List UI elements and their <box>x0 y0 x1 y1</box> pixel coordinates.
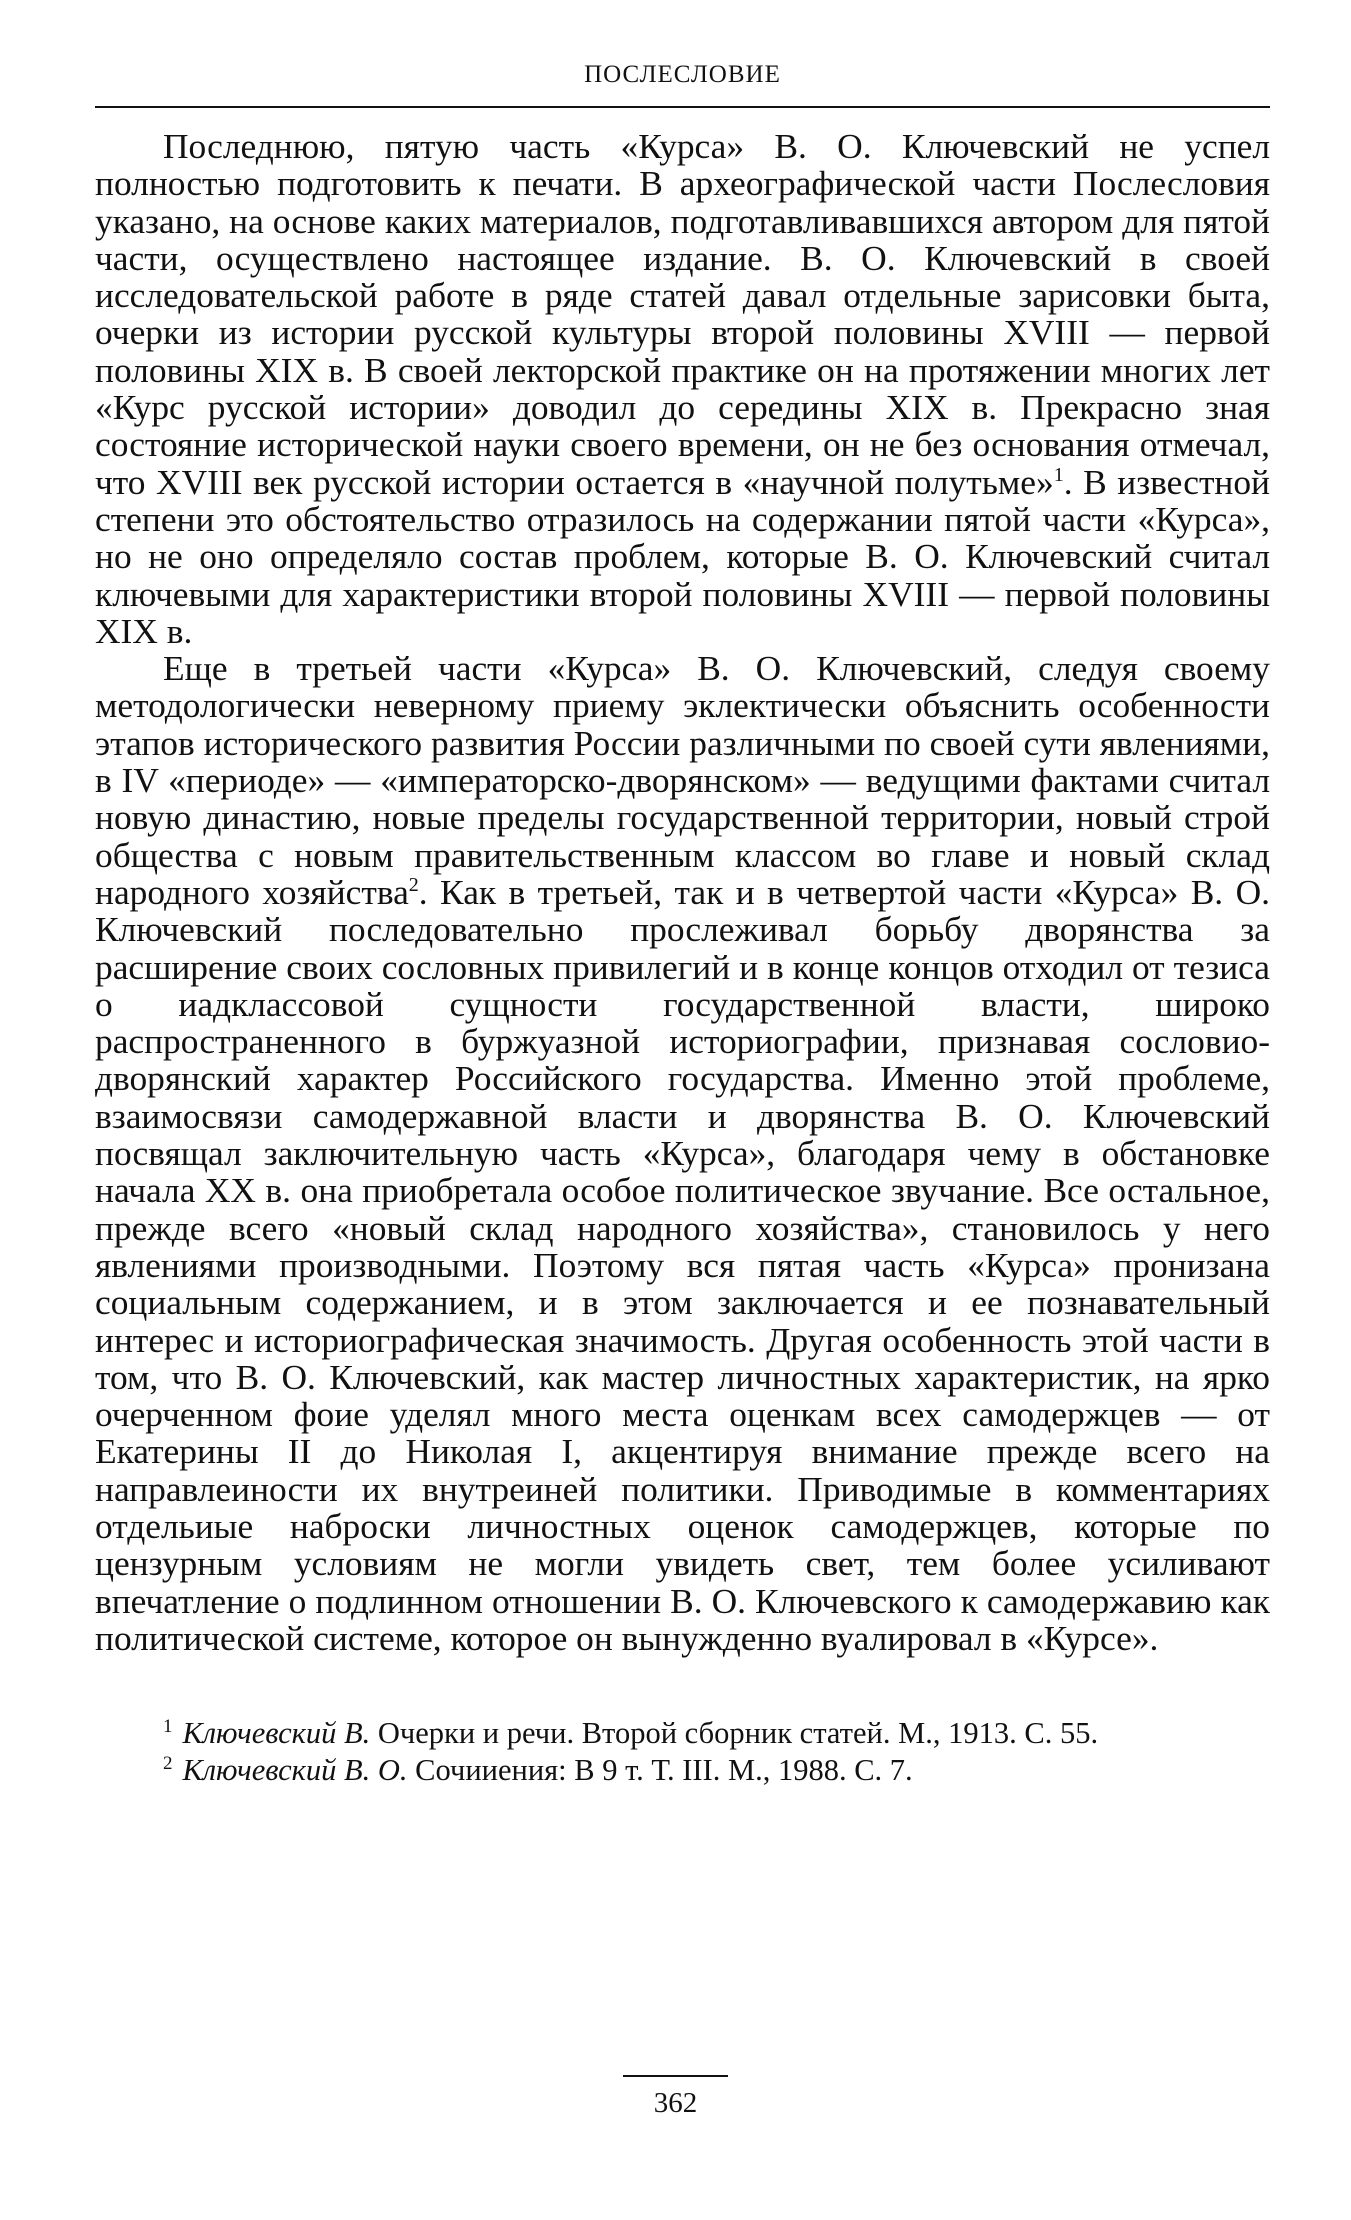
footnote-1-number: 1 <box>163 1716 173 1738</box>
footnote-1 <box>95 1715 1270 1752</box>
footnote-2-number: 2 <box>163 1753 173 1775</box>
footnote-1-text: Очерки и речи. Второй сборник статей. М., 1913. С. 55. <box>377 1716 1099 1751</box>
running-head: ПОСЛЕСЛОВИЕ <box>584 61 781 88</box>
paragraph-2 <box>95 650 1270 1657</box>
paragraph-1-text: Последнюю, пятую часть «Курса» В. О. Ключевский не успел полностью подготовить к печати. В археографической части Послесловия указано, на основе каких материалов, подготавливавшихся автором для пятой части, осуществлено настоящее издание. В. О. Ключевский в своей исследовательской работе в ряде статей давал отдельные зарисовки быта, очерки из истории русской культуры второй половины XVIII — первой половины XIX в. В своей лекторской практике он на протяжении многих лет «Курс русской истории» доводил до середины XIX в. Прекрасно зная состояние исторической науки своего времени, он не без основания отмечал, что XVIII век русской истории остается в «научной полутьме» <box>95 126 1270 502</box>
paragraph-2-text-cont: . Как в третьей, так и в четвертой части «Курса» В. О. Ключевский последовательно прослеживал борьбу дворянства за расширение своих сословных привилегий и в конце концов отходил от тезиса о иадклассовой сущности государственной власти, широко распространенного в буржуазной историографии, признавая сословио-дворянский характер Российского государства. Именно этой проблеме, взаимосвязи самодержавной власти и дворянства В. О. Ключевский посвящал заключительную часть «Курса», благодаря чему в обстановке начала XX в. она приобретала особое политическое звучание. Все остальное, прежде всего «новый склад народного хозяйства», становилось у него явлениями производными. Поэтому вся пятая часть «Курса» пронизана социальным содержанием, и в этом заключается и ее познавательный интерес и историографическая значимость. Другая особенность этой части в том, что В. О. Ключевский, как мастер личностных характеристик, на ярко очерченном фоие уделял много места оценкам всех самодержцев — от Екатерины II до Николая I, акцентируя внимание прежде всего на направлеиности их внутреиней политики. Приводимые в комментариях отдельиые наброски личностных оценок самодержцев, которые по цензурным условиям не могли увидеть свет, тем более усиливают впечатление о подлинном отношении В. О. Ключевского к самодержавию как политической системе, которое он вынужденно вуалировал в «Курсе». <box>95 871 1270 1658</box>
footnote-2 <box>95 1752 1270 1789</box>
footnote-1-author: Ключевский В. <box>182 1716 371 1751</box>
footnote-ref-1: 1 <box>1053 463 1064 486</box>
page-number: 362 <box>653 2087 698 2119</box>
page <box>95 60 1270 1789</box>
body-text <box>95 128 1270 1657</box>
footnotes <box>95 1715 1270 1789</box>
paragraph-2-text: Еще в третьей части «Курса» В. О. Ключевский, следуя своему методологически неверному приему эклектически объяснить особенности этапов исторического развития России различными по своей сути явлениями, в IV «периоде» — «императорско-дворянском» — ведущими фактами считал новую династию, новые пределы государственной территории, новый строй общества с новым правительственным классом во главе и новый склад народного хозяйства <box>95 648 1270 912</box>
paragraph-1 <box>95 128 1270 650</box>
paragraph-1-text-cont: . В известной степени это обстоятельство отразилось на содержании пятой части «Курса», но не оно определяло состав проблем, которые В. О. Ключевский считал ключевыми для характеристики второй половины XVIII — первой половины XIX в. <box>95 461 1270 651</box>
folio-rule <box>623 2075 728 2077</box>
footnote-ref-2: 2 <box>408 874 419 897</box>
folio <box>0 2075 1351 2123</box>
footnote-2-text: Сочииения: В 9 т. Т. III. М., 1988. С. 7. <box>415 1753 913 1788</box>
header-rule <box>95 106 1270 108</box>
footnote-2-author: Ключевский В. О. <box>182 1753 408 1788</box>
